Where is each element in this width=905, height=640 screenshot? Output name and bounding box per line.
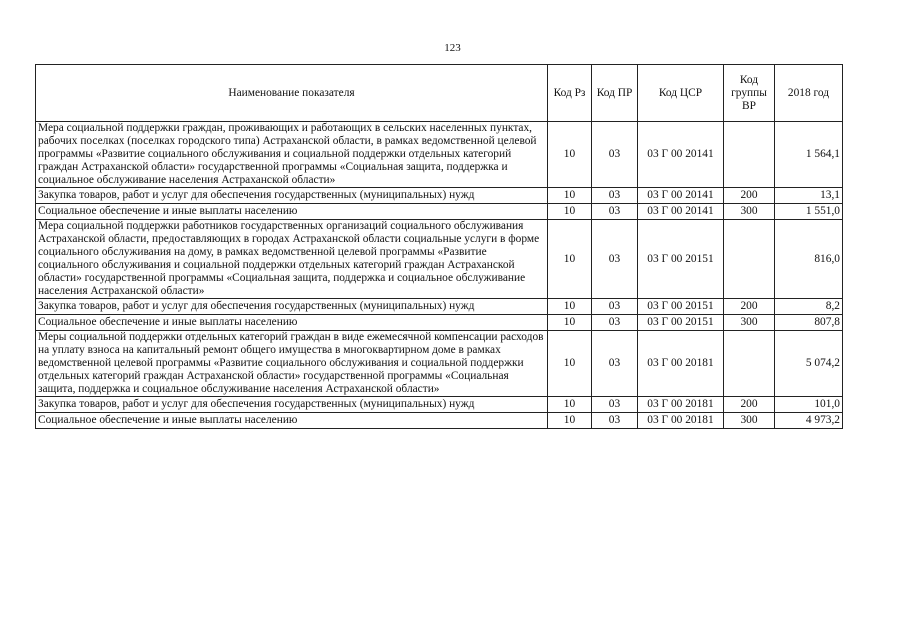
row-vr: 300 <box>724 413 775 429</box>
table-row <box>36 413 843 429</box>
table-row <box>36 315 843 331</box>
row-pr: 03 <box>592 331 638 397</box>
row-rz: 10 <box>548 315 592 331</box>
header-name: Наименование показателя <box>36 65 548 122</box>
header-vr: Код группы ВР <box>724 65 775 122</box>
row-rz: 10 <box>548 204 592 220</box>
row-pr: 03 <box>592 299 638 315</box>
row-amount: 101,0 <box>775 397 843 413</box>
page-number: 123 <box>444 42 461 54</box>
row-pr: 03 <box>592 315 638 331</box>
row-pr: 03 <box>592 413 638 429</box>
row-amount: 816,0 <box>775 220 843 299</box>
row-csr: 03 Г 00 20181 <box>638 331 724 397</box>
row-csr: 03 Г 00 20181 <box>638 413 724 429</box>
row-pr: 03 <box>592 397 638 413</box>
row-rz: 10 <box>548 122 592 188</box>
row-name: Меры социальной поддержки отдельных категорий граждан в виде ежемесячной компенсации расходов на уплату взноса на капитальный ремонт общего имущества в многоквартирном доме в рамках ведомственной целевой программы «Развитие социального обслуживания и социальной поддержки отдельных категорий граждан Астраханской области» государственной программы «Социальная защита, поддержка и социальное обслуживание населения Астраханской области» <box>36 331 548 397</box>
table-row <box>36 188 843 204</box>
header-rz: Код Рз <box>548 65 592 122</box>
header-csr: Код ЦСР <box>638 65 724 122</box>
row-csr: 03 Г 00 20151 <box>638 315 724 331</box>
row-pr: 03 <box>592 188 638 204</box>
row-rz: 10 <box>548 331 592 397</box>
row-vr: 300 <box>724 315 775 331</box>
row-amount: 1 551,0 <box>775 204 843 220</box>
row-name: Закупка товаров, работ и услуг для обеспечения государственных (муниципальных) нужд <box>36 188 548 204</box>
row-vr: 300 <box>724 204 775 220</box>
row-rz: 10 <box>548 299 592 315</box>
row-amount: 807,8 <box>775 315 843 331</box>
row-vr: 200 <box>724 299 775 315</box>
row-vr: 200 <box>724 397 775 413</box>
row-amount: 5 074,2 <box>775 331 843 397</box>
row-name: Социальное обеспечение и иные выплаты населению <box>36 315 548 331</box>
table-row <box>36 122 843 188</box>
budget-table <box>35 64 843 429</box>
row-vr <box>724 331 775 397</box>
row-name: Социальное обеспечение и иные выплаты населению <box>36 204 548 220</box>
row-pr: 03 <box>592 204 638 220</box>
row-vr: 200 <box>724 188 775 204</box>
row-name: Мера социальной поддержки работников государственных организаций социального обслуживания Астраханской области, предоставляющих в городах Астраханской области социальные услуги в форме социального обслуживания на дому, в рамках ведомственной целевой программы «Развитие социального обслуживания и социальной поддержки отдельных категорий граждан Астраханской области» государственной программы «Социальная защита, поддержка и социальное обслуживание населения Астраханской области» <box>36 220 548 299</box>
table-row <box>36 204 843 220</box>
table-header-row <box>36 65 843 122</box>
row-csr: 03 Г 00 20181 <box>638 397 724 413</box>
row-amount: 8,2 <box>775 299 843 315</box>
row-rz: 10 <box>548 188 592 204</box>
row-csr: 03 Г 00 20141 <box>638 188 724 204</box>
table-row <box>36 299 843 315</box>
row-pr: 03 <box>592 122 638 188</box>
row-vr <box>724 220 775 299</box>
row-amount: 13,1 <box>775 188 843 204</box>
row-name: Закупка товаров, работ и услуг для обеспечения государственных (муниципальных) нужд <box>36 397 548 413</box>
row-vr <box>724 122 775 188</box>
row-csr: 03 Г 00 20151 <box>638 220 724 299</box>
row-amount: 1 564,1 <box>775 122 843 188</box>
row-csr: 03 Г 00 20141 <box>638 204 724 220</box>
row-name: Социальное обеспечение и иные выплаты населению <box>36 413 548 429</box>
row-name: Закупка товаров, работ и услуг для обеспечения государственных (муниципальных) нужд <box>36 299 548 315</box>
row-amount: 4 973,2 <box>775 413 843 429</box>
row-rz: 10 <box>548 413 592 429</box>
row-rz: 10 <box>548 220 592 299</box>
header-year: 2018 год <box>775 65 843 122</box>
row-name: Мера социальной поддержки граждан, проживающих и работающих в сельских населенных пунктах, рабочих поселках (поселках городского типа) Астраханской области, в рамках ведомственной целевой программы «Развитие социального обслуживания и социальной поддержки отдельных категорий граждан Астраханской области» государственной программы «Социальная защита, поддержка и социальное обслуживание населения Астраханской области» <box>36 122 548 188</box>
row-pr: 03 <box>592 220 638 299</box>
table-row <box>36 220 843 299</box>
table-row <box>36 331 843 397</box>
row-rz: 10 <box>548 397 592 413</box>
row-csr: 03 Г 00 20151 <box>638 299 724 315</box>
row-csr: 03 Г 00 20141 <box>638 122 724 188</box>
table-row <box>36 397 843 413</box>
header-pr: Код ПР <box>592 65 638 122</box>
